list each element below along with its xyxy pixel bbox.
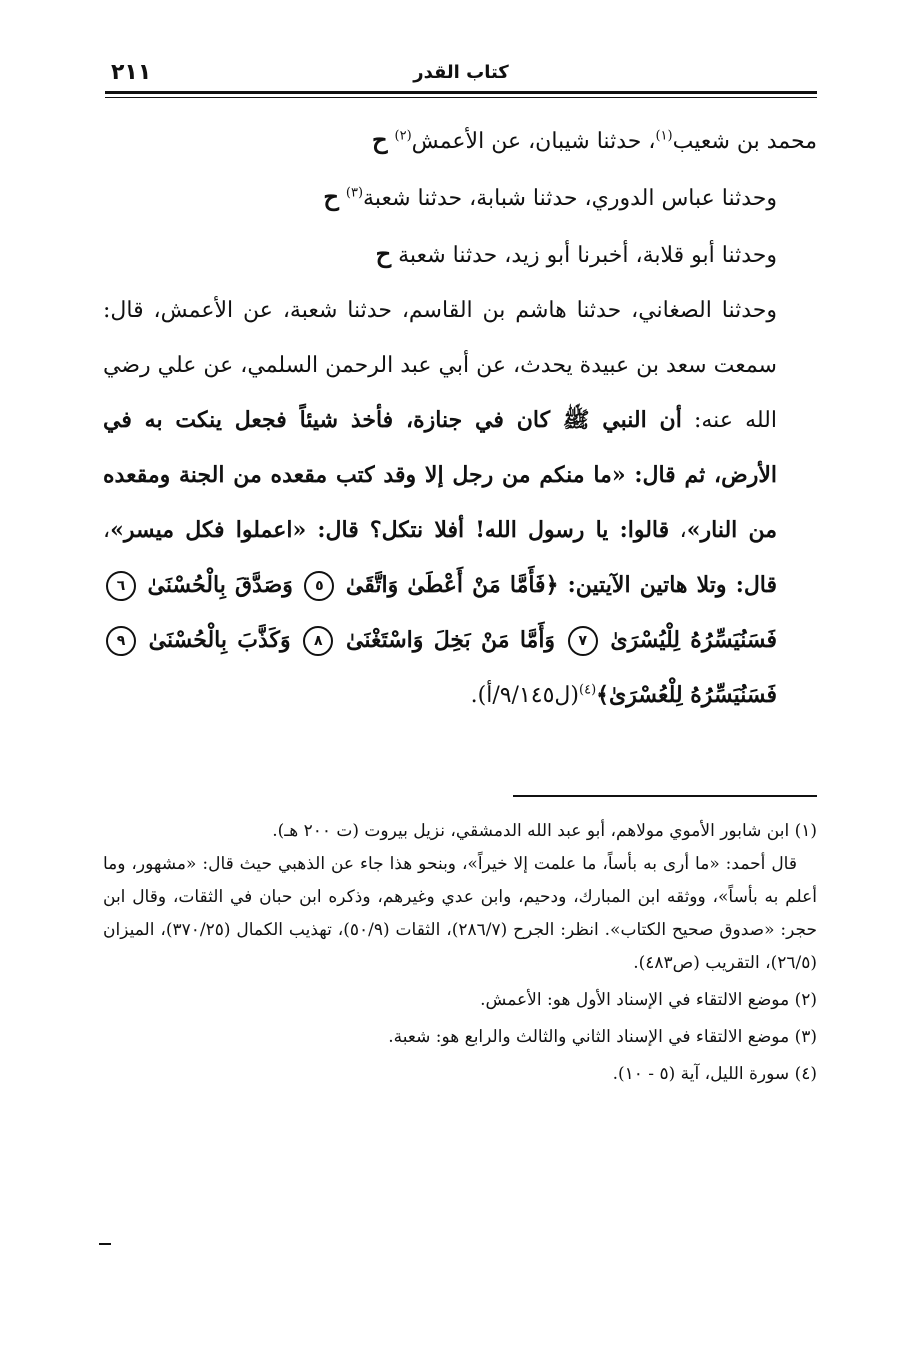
footnote-ref: (٤) [579,682,597,698]
ayah-number-icon: ٩ [106,626,136,656]
quran-verse: وَأَمَّا مَنْ بَخِلَ وَاسْتَغْنَىٰ [345,627,556,653]
hadith-matn: قال: وتلا هاتين الآيتين: [558,572,778,598]
header-rule-thick [105,91,817,94]
prophet-quote: «ما منكم من رجل إلا وقد كتب مقعده من الجنة ومقعده من النار» [103,462,778,543]
text-run: وحدثنا الصغاني، حدثنا هاشم بن القاسم، حدثنا شعبة، عن الأعمش، قال: سمعت سعد بن عبيدة يحدث، عن أبي عبد الرحمن السلمي، عن علي رضي الله عنه: [103,298,777,433]
page-end-mark [99,1243,111,1245]
ayah-number-icon: ٦ [106,571,136,601]
main-text [103,112,817,723]
footnote-divider [513,795,817,797]
text-run: وحدثنا عباس الدوري، حدثنا شبابة، حدثنا شعبة [363,186,777,211]
footnotes [103,815,817,1095]
hadith-matn: قالوا: يا رسول الله! أفلا نتكل؟ قال: [306,517,670,543]
quran-verse: وَصَدَّقَ بِالْحُسْنَىٰ [147,572,293,598]
footnote-ref: (١) [655,128,673,144]
chain-line-2 [103,169,817,226]
hadith-paragraph [103,283,817,723]
text-run: ، حدثنا شيبان، عن الأعمش [411,129,656,154]
chain-line-3 [103,226,817,283]
quran-bracket-open: ﴿ [545,572,559,598]
header-rule-thin [105,97,817,98]
quran-verse: فَأَمَّا مَنْ أَعْطَىٰ وَاتَّقَىٰ [345,572,546,598]
text-run: ، [669,518,687,543]
footnote-text: (٤) سورة الليل، آية (٥ - ١٠). [612,1064,817,1084]
quran-verse: فَسَنُيَسِّرُهُ لِلْعُسْرَىٰ [609,682,777,708]
page-number: ٢١١ [111,60,152,85]
ayah-number-icon: ٨ [303,626,333,656]
footnote-2 [103,984,817,1017]
footnote-3 [103,1021,817,1054]
footnote-1 [103,815,817,980]
footnote-text: (١) ابن شابور الأموي مولاهم، أبو عبد الله الدمشقي، نزيل بيروت (ت ٢٠٠ هـ). [272,821,817,841]
hadith-matn: أن النبي ﷺ كان في جنازة، فأخذ شيئاً فجعل ينكت به في الأرض، ثم قال: [103,407,777,488]
quran-bracket-close: ﴾ [596,682,610,708]
footnote-text: (٣) موضع الالتقاء في الإسناد الثاني والثالث والرابع هو: شعبة. [388,1027,817,1047]
footnote-4 [103,1058,817,1091]
footnote-text: (٢) موضع الالتقاء في الإسناد الأول هو: الأعمش. [480,990,817,1010]
text-run: وحدثنا أبو قلابة، أخبرنا أبو زيد، حدثنا شعبة [398,243,777,268]
ayah-number-icon: ٥ [304,571,334,601]
tahwil-mark: ح [372,125,388,154]
page-header [105,62,817,88]
quran-verse: فَسَنُيَسِّرُهُ لِلْيُسْرَىٰ [610,627,778,653]
tahwil-mark: ح [375,239,392,268]
running-title: كتاب القدر [413,62,509,83]
footnote-text: قال أحمد: «ما أرى به بأساً، ما علمت إلا خيراً»، وبنحو هذا جاء عن الذهبي حيث قال: «مشهور، وما أعلم به بأساً»، ووثقه ابن المبارك، ودحيم، وابن عدي وغيرهم، وذكره ابن حبان في الثقات، وقال ابن حجر: «صدوق صحيح الكتاب». انظر: الجرح (٢٨٦/٧)، الثقات (٥٠/٩)، تهذيب الكمال (٣٧٠/٢٥)، الميزان (٢٦/٥)، التقريب (ص٤٨٣). [103,854,818,973]
manuscript-ref: (ل٩/١٤٥/أ). [470,683,579,708]
text-run: ، [103,518,111,543]
prophet-quote: «اعملوا فكل ميسر» [110,517,307,543]
chain-line-1 [103,112,817,169]
tahwil-mark: ح [323,182,339,211]
quran-verse: وَكَذَّبَ بِالْحُسْنَىٰ [148,627,291,653]
footnote-ref: (٣) [345,185,364,201]
ayah-number-icon: ٧ [568,626,598,656]
text-run: محمد بن شعيب [672,129,817,154]
footnote-ref: (٢) [394,128,412,144]
